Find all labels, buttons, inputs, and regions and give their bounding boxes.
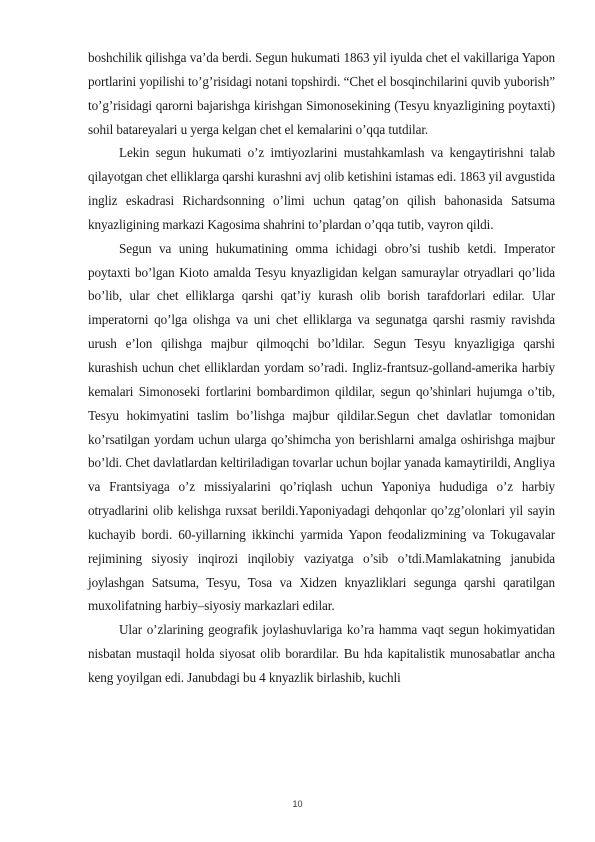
paragraph: Lekin segun hukumati o’z imtiyozlarini mustahkamlash va kengaytirishni talab qilayotgan chet elliklarga qarshi kurashni avj olib ketishini istamas edi. 1863 yil avgustida ingliz eskadrasi Richardsonning o’limi uchun qatag’on qilish bahonasida Satsuma knyazligining markazi Kagosima shahrini to’plardan o’qqa tutib, vayron qildi. (88, 145, 555, 232)
paragraph: Ular o’zlarining geografik joylashuvlariga ko’ra hamma vaqt segun hokimyatidan nisbatan mustaqil holda siyosat olib borardilar. Bu hda kapitalistik munosabatlar ancha keng yoyilgan edi. Janubdagi bu 4 knyazlik birlashib, kuchli (88, 622, 555, 685)
page-number: 10 (292, 799, 303, 809)
body-text (88, 46, 555, 690)
paragraph-continuation: boshchilik qilishga va’da berdi. Segun hukumati 1863 yil iyulda chet el vakillariga Yapon portlarini yopilishi to’g’risidagi notani topshirdi. “Chet el bosqinchilarini quvib yuborish” to’g’risidagi qarorni bajarishga kirishgan Simonosekining (Tesyu knyazligining poytaxti) sohil batareyalari u yerga kelgan chet el kemalarini o’qqa tutdilar. (88, 50, 555, 137)
paragraph: Segun va uning hukumatining omma ichidagi obro’si tushib ketdi. Imperator poytaxti bo’lgan Kioto amalda Tesyu knyazligidan kelgan samuraylar otryadlari qo’lida bo’lib, ular chet elliklarga qarshi qat’iy kurash olib borish tarafdorlari edilar. Ular imperatorni qo’lga olishga va uni chet elliklarga va segunatga qarshi rasmiy ravishda urush e’lon qilishga majbur qilmoqchi bo’ldilar. Segun Tesyu knyazligiga qarshi kurashish uchun chet elliklardan yordam so’radi. Ingliz-frantsuz-golland-amerika harbiy kemalari Simonoseki fortlarini bombardimon qildilar, segun qo’shinlari hujumga o’tib, Tesyu hokimyatini taslim bo’lishga majbur qildilar.Segun chet davlatlar tomonidan ko’rsatilgan yordam uchun ularga qo’shimcha yon berishlarni amalga oshirishga majbur bo’ldi. Chet davlatlardan keltiriladigan tovarlar uchun bojlar yanada kamaytirildi, Angliya va Frantsiyaga o’z missiyalarini qo’riqlash uchun Yaponiya hududiga o’z harbiy otryadlarini olib kelishga ruxsat berildi.Yaponiyadagi dehqonlar qo’zg’olonlari yil sayin kuchayib bordi. 60-yillarning ikkinchi yarmida Yapon feodalizmining va Tokugavalar rejimining siyosiy inqirozi inqilobiy vaziyatga o’sib o’tdi.Mamlakatning janubida joylashgan Satsuma, Tesyu, Tosa va Xidzen knyazliklari segunga qarshi qaratilgan muxolifatning harbiy–siyosiy markazlari edilar. (88, 240, 555, 614)
